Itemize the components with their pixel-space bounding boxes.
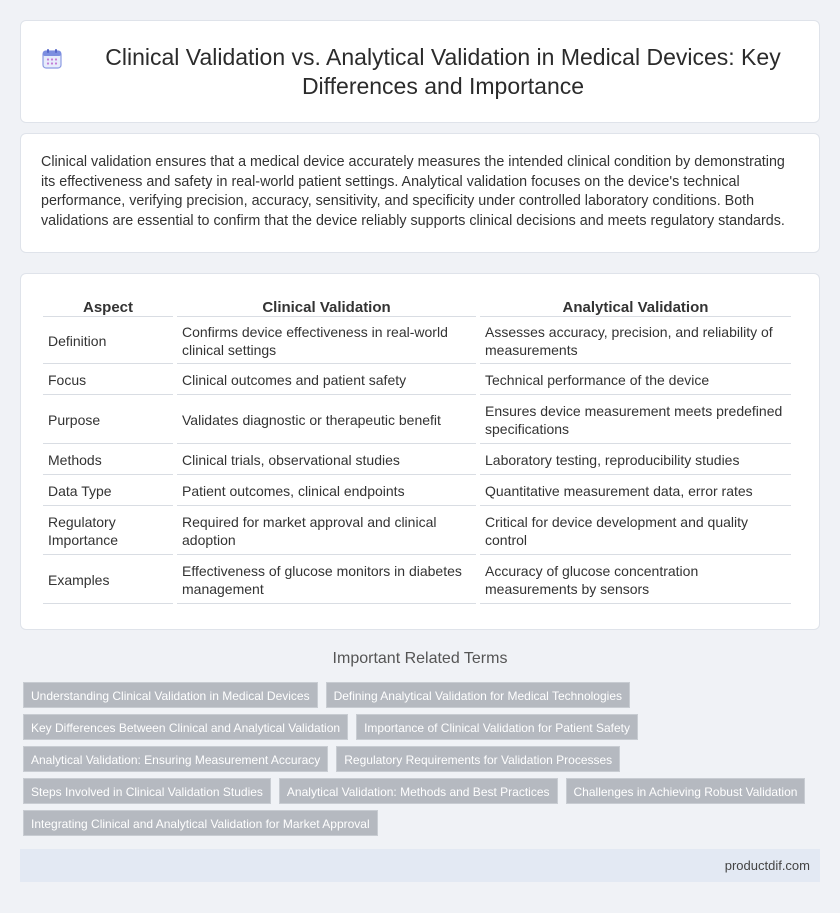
related-terms-list bbox=[23, 682, 823, 836]
related-term-tag[interactable]: Integrating Clinical and Analytical Validation for Market Approval bbox=[23, 810, 378, 836]
related-term-tag[interactable]: Challenges in Achieving Robust Validation bbox=[566, 778, 806, 804]
table-cell: Technical performance of the device bbox=[480, 364, 791, 395]
related-term-tag[interactable]: Regulatory Requirements for Validation Processes bbox=[336, 746, 620, 772]
table-header-row bbox=[43, 296, 791, 317]
calendar-icon bbox=[41, 48, 63, 70]
table-cell: Methods bbox=[43, 444, 173, 475]
related-term-tag[interactable]: Understanding Clinical Validation in Medical Devices bbox=[23, 682, 318, 708]
table-row bbox=[43, 444, 791, 475]
table-cell: Laboratory testing, reproducibility studies bbox=[480, 444, 791, 475]
column-header-analytical: Analytical Validation bbox=[480, 296, 791, 317]
footer-site-link[interactable]: productdif.com bbox=[724, 858, 810, 873]
table-row bbox=[43, 475, 791, 506]
column-header-clinical: Clinical Validation bbox=[177, 296, 476, 317]
table-cell: Critical for device development and quality control bbox=[480, 506, 791, 555]
related-term-tag[interactable]: Defining Analytical Validation for Medical Technologies bbox=[326, 682, 630, 708]
column-header-aspect: Aspect bbox=[43, 296, 173, 317]
table-cell: Regulatory Importance bbox=[43, 506, 173, 555]
related-term-tag[interactable]: Importance of Clinical Validation for Patient Safety bbox=[356, 714, 638, 740]
table-row bbox=[43, 364, 791, 395]
table-cell: Effectiveness of glucose monitors in diabetes management bbox=[177, 555, 476, 604]
related-terms-heading: Important Related Terms bbox=[332, 650, 508, 667]
table-cell: Validates diagnostic or therapeutic benefit bbox=[177, 395, 476, 444]
table-cell: Confirms device effectiveness in real-world clinical settings bbox=[177, 317, 476, 364]
comparison-table-card bbox=[20, 273, 820, 630]
table-row bbox=[43, 317, 791, 364]
table-cell: Ensures device measurement meets predefined specifications bbox=[480, 395, 791, 444]
table-cell: Clinical outcomes and patient safety bbox=[177, 364, 476, 395]
related-term-tag[interactable]: Steps Involved in Clinical Validation Studies bbox=[23, 778, 271, 804]
intro-paragraph: Clinical validation ensures that a medical device accurately measures the intended clinical condition by demonstrating its effectiveness and safety in real-world patient settings. Analytical validation focuses on the device's technical performance, verifying precision, accuracy, sensitivity, and specificity under controlled laboratory conditions. Both validations are essential to confirm that the device reliably supports clinical decisions and meets regulatory standards. bbox=[41, 154, 785, 229]
table-cell: Examples bbox=[43, 555, 173, 604]
table-cell: Definition bbox=[43, 317, 173, 364]
table-cell: Accuracy of glucose concentration measurements by sensors bbox=[480, 555, 791, 604]
related-term-tag[interactable]: Analytical Validation: Methods and Best Practices bbox=[279, 778, 558, 804]
table-cell: Data Type bbox=[43, 475, 173, 506]
table-row bbox=[43, 506, 791, 555]
related-term-tag[interactable]: Analytical Validation: Ensuring Measurement Accuracy bbox=[23, 746, 328, 772]
table-cell: Focus bbox=[43, 364, 173, 395]
table-cell: Required for market approval and clinical adoption bbox=[177, 506, 476, 555]
footer bbox=[20, 849, 820, 882]
table-cell: Assesses accuracy, precision, and reliability of measurements bbox=[480, 317, 791, 364]
table-cell: Quantitative measurement data, error rates bbox=[480, 475, 791, 506]
intro-card bbox=[20, 133, 820, 253]
page-title: Clinical Validation vs. Analytical Validation in Medical Devices: Key Differences and Importance bbox=[105, 43, 781, 99]
table-row bbox=[43, 395, 791, 444]
table-cell: Purpose bbox=[43, 395, 173, 444]
table-cell: Patient outcomes, clinical endpoints bbox=[177, 475, 476, 506]
related-term-tag[interactable]: Key Differences Between Clinical and Analytical Validation bbox=[23, 714, 348, 740]
title-card bbox=[20, 20, 820, 123]
table-row bbox=[43, 555, 791, 604]
title-row bbox=[21, 21, 819, 122]
table-cell: Clinical trials, observational studies bbox=[177, 444, 476, 475]
comparison-table bbox=[39, 296, 795, 604]
